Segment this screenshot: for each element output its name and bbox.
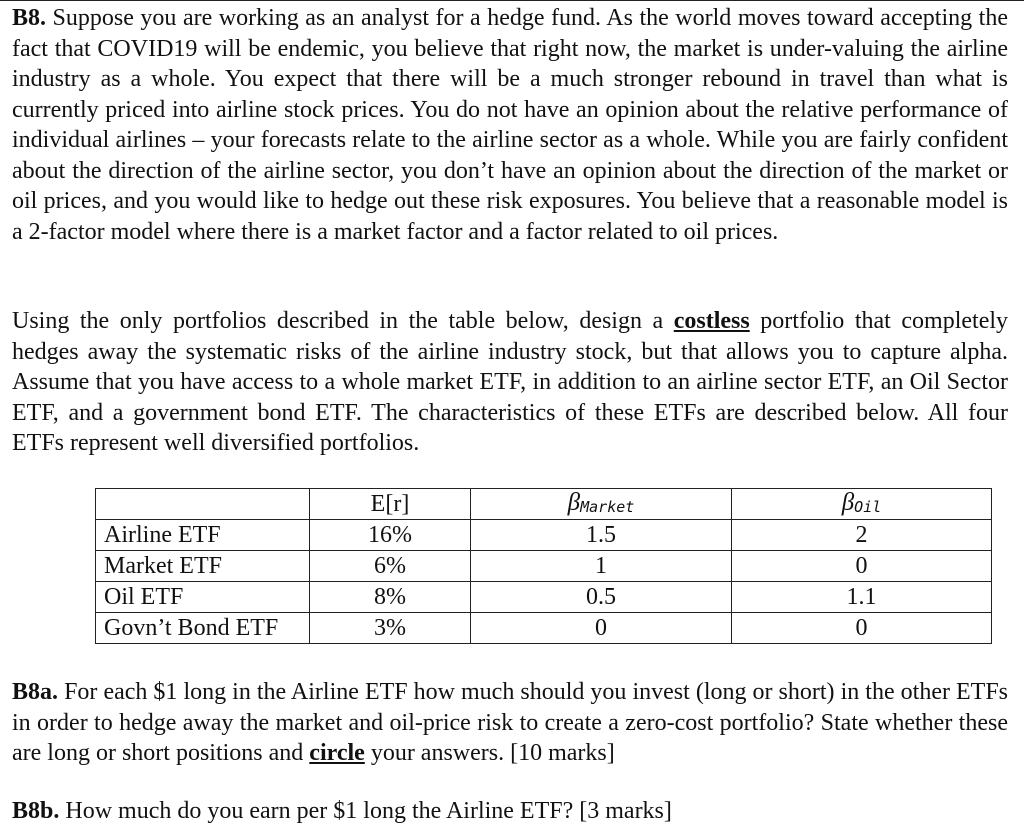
circle-emphasis: circle <box>309 740 365 766</box>
row-beta-oil: 0 <box>732 551 992 582</box>
header-beta-oil <box>732 489 992 520</box>
question-intro-text: Suppose you are working as an analyst for a hedge fund. As the world moves toward accepting the fact that COVID19 will be endemic, you believe that right now, the market is under-valuing the airline industry as a whole. You expect that there will be a much stronger rebound in travel than what is currently priced into airline stock prices. You do not have an opinion about the relative performance of individual airlines – your forecasts relate to the airline sector as a whole. While you are fairly confident about the direction of the airline sector, you don’t have an opinion about the direction of the market or oil prices, and you would like to hedge out these risk exposures. You believe that a reasonable model is a 2-factor model where there is a market factor and a factor related to oil prices. <box>12 5 1008 245</box>
row-expected-return: 16% <box>310 520 471 551</box>
part-a-text-before: For each $1 long in the Airline ETF how much should you invest (long or short) in the other ETFs in order to hedge away the market and oil-price risk to create a zero-cost portfolio? State whether these are long or short positions and <box>12 679 1009 766</box>
row-beta-market: 1.5 <box>471 520 732 551</box>
beta-oil-subscript: Oil <box>854 498 882 516</box>
etf-characteristics-table <box>95 488 992 644</box>
header-expected-return: E[r] <box>310 489 471 520</box>
row-expected-return: 6% <box>310 551 471 582</box>
table-row <box>96 613 992 644</box>
part-a-label: B8a. <box>12 679 59 705</box>
part-a-paragraph <box>12 677 1008 769</box>
instruction-text-before: Using the only portfolios described in the table below, design a <box>12 308 664 334</box>
row-name: Airline ETF <box>96 520 310 551</box>
beta-market-subscript: Market <box>580 498 635 516</box>
question-label: B8. <box>12 5 47 31</box>
row-name: Market ETF <box>96 551 310 582</box>
instruction-text-after: portfolio that completely hedges away the systematic risks of the airline industry stock, but that allows you to capture alpha. Assume that you have access to a whole market ETF, in addition to an airline sector ETF, an Oil Sector ETF, and a government bond ETF. The characteristics of these ETFs are described below. All four ETFs represent well diversified portfolios. <box>12 308 1009 456</box>
table-row <box>96 520 992 551</box>
row-beta-oil: 1.1 <box>732 582 992 613</box>
row-name: Govn’t Bond ETF <box>96 613 310 644</box>
part-b-label: B8b. <box>12 798 60 824</box>
row-beta-oil: 2 <box>732 520 992 551</box>
part-a-text-after: your answers. [10 marks] <box>370 740 615 766</box>
header-name-cell <box>96 489 310 520</box>
costless-emphasis: costless <box>673 308 750 334</box>
row-expected-return: 3% <box>310 613 471 644</box>
header-beta-market <box>471 489 732 520</box>
table-row <box>96 551 992 582</box>
question-instruction-paragraph <box>12 306 1008 459</box>
beta-symbol: β <box>841 489 855 516</box>
row-beta-market: 0.5 <box>471 582 732 613</box>
table-header-row <box>96 489 992 520</box>
row-beta-market: 1 <box>471 551 732 582</box>
part-b-text: How much do you earn per $1 long the Airline ETF? [3 marks] <box>65 798 672 824</box>
table-row <box>96 582 992 613</box>
beta-symbol: β <box>567 489 581 516</box>
row-beta-market: 0 <box>471 613 732 644</box>
row-beta-oil: 0 <box>732 613 992 644</box>
row-name: Oil ETF <box>96 582 310 613</box>
part-b-paragraph <box>12 796 1008 827</box>
question-intro-paragraph <box>12 3 1008 247</box>
row-expected-return: 8% <box>310 582 471 613</box>
top-rule <box>0 0 1024 1</box>
